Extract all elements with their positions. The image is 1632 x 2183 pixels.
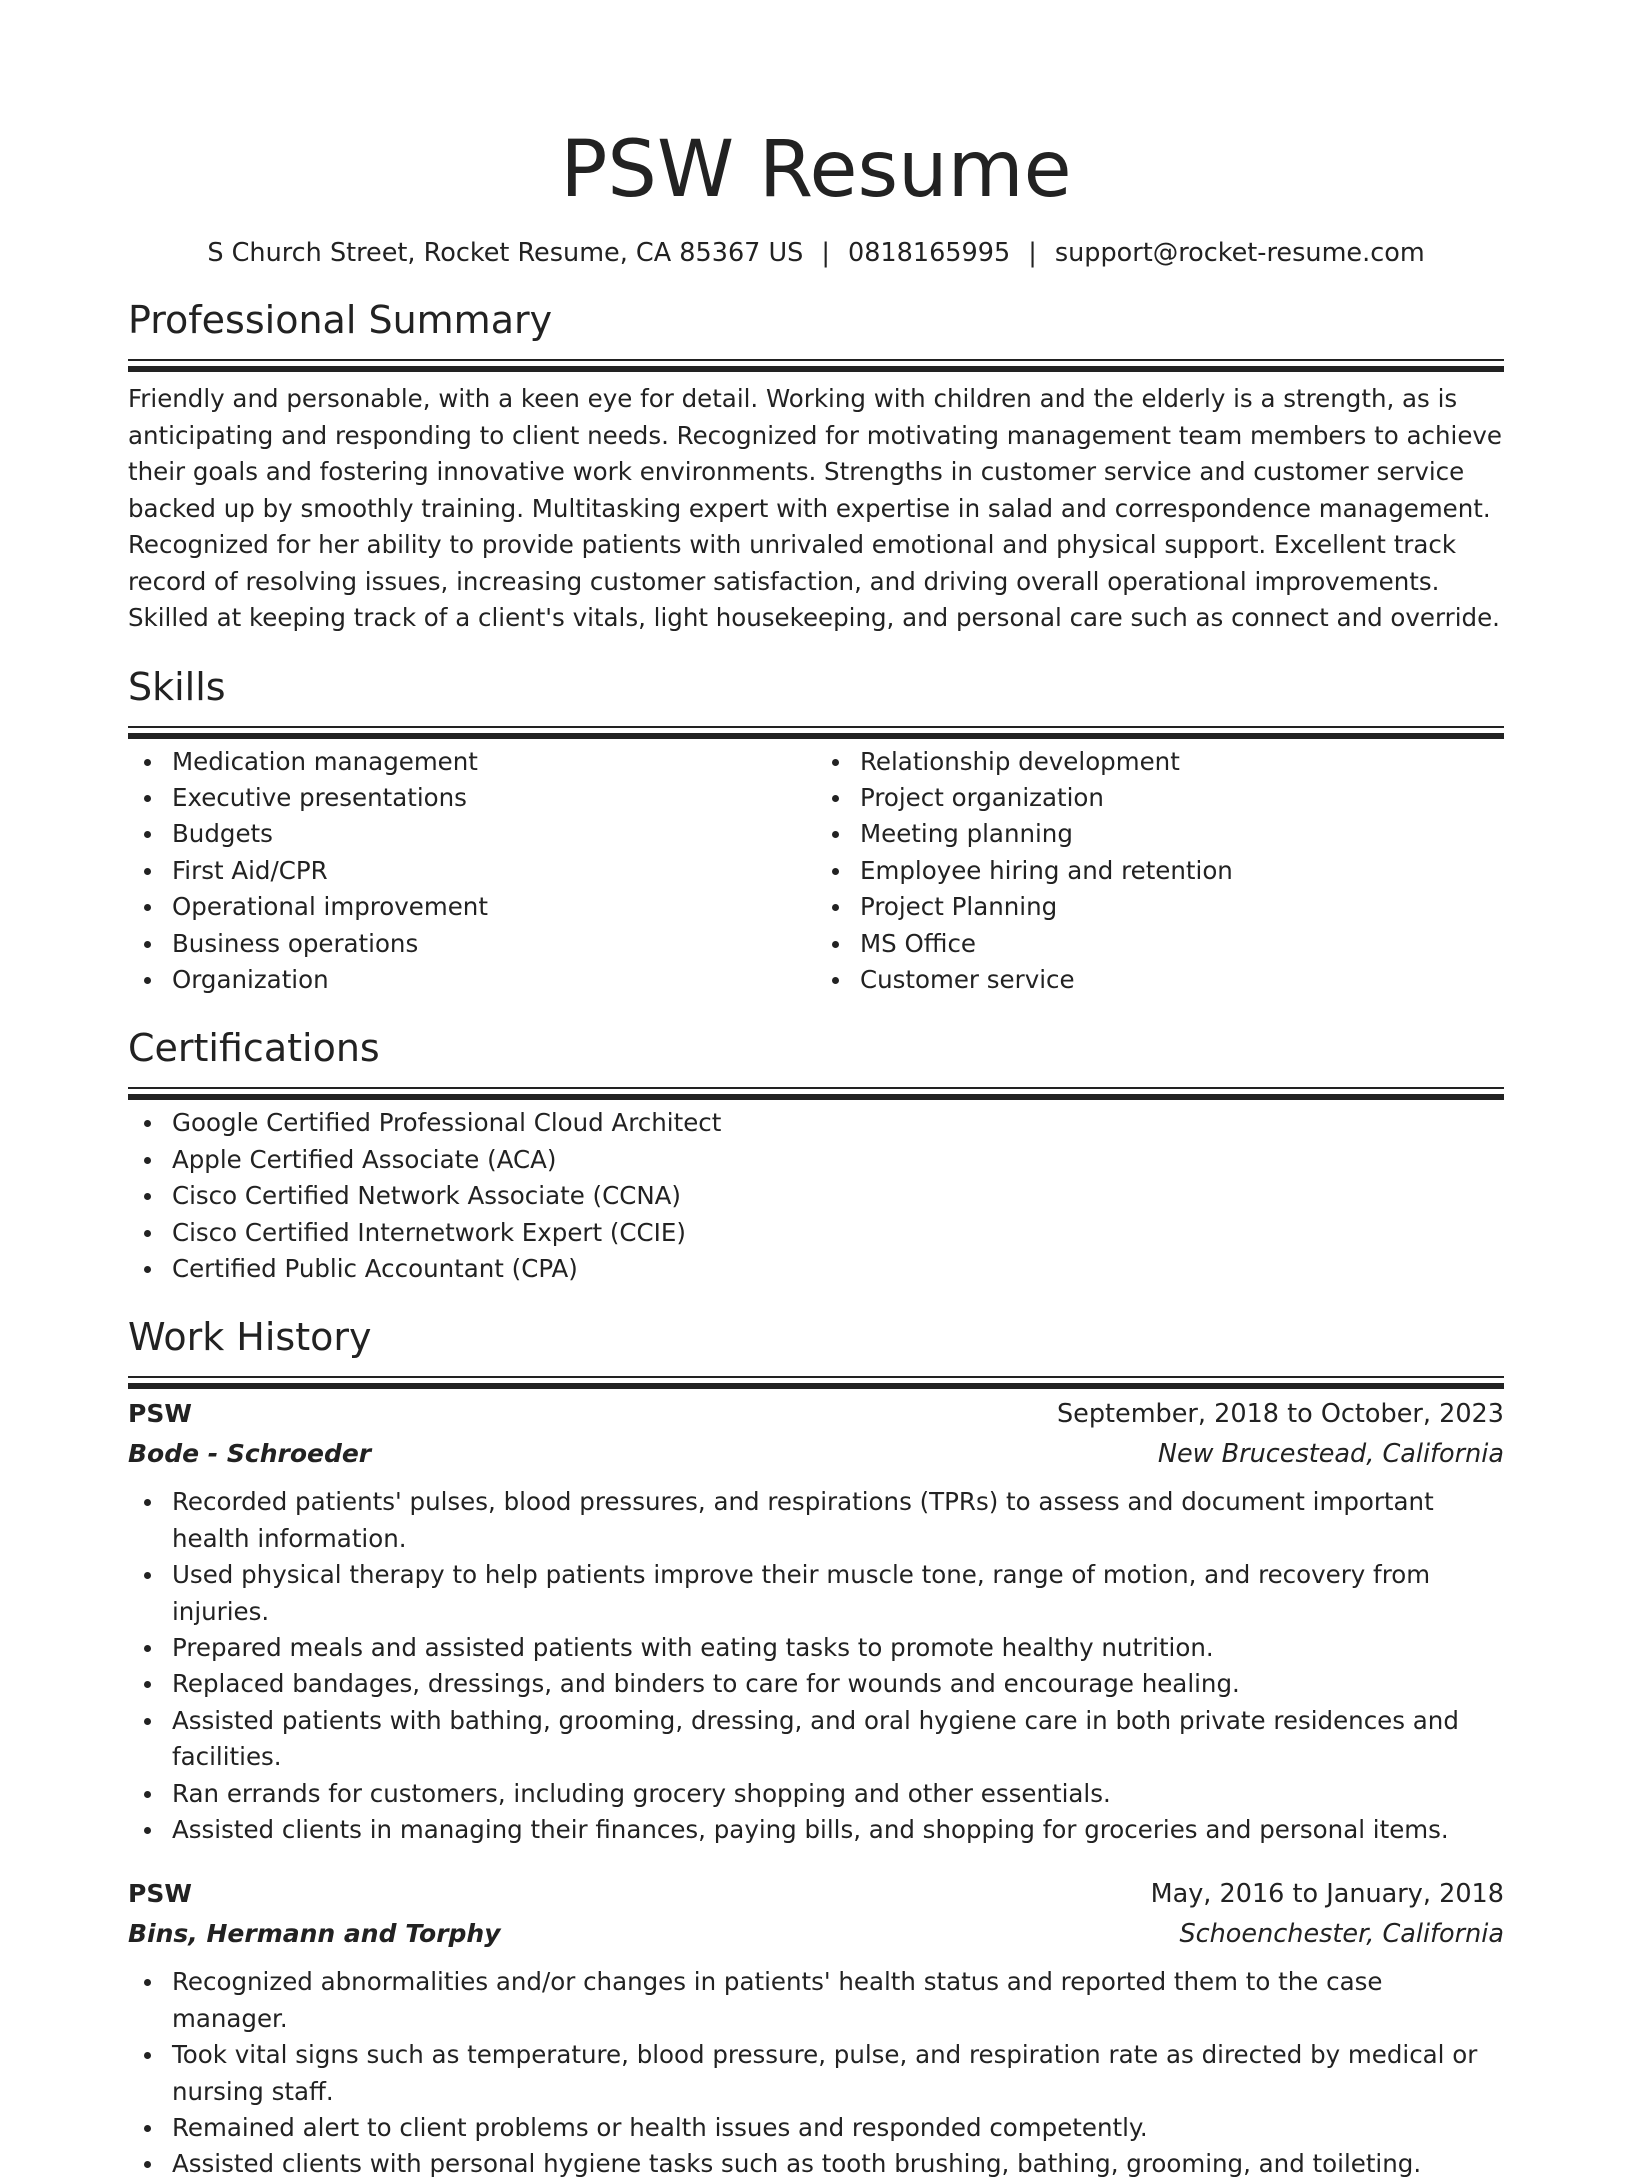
job-bullet: Recorded patients' pulses, blood pressures, and respirations (TPRs) to assess and document important health information. [172,1484,1504,1557]
job-dates: May, 2016 to January, 2018 [1150,1879,1504,1910]
job-company: Bins, Hermann and Torphy [128,1919,501,1949]
job-bullets [128,1964,1504,2182]
job-title: PSW [128,1399,192,1429]
job-company-row [128,1434,1504,1474]
job-bullet: Assisted patients with bathing, grooming, dressing, and oral hygiene care in both private residences and facilities. [172,1703,1504,1776]
certification-item: Google Certified Professional Cloud Architect [172,1105,1504,1141]
job-bullet: Prepared meals and assisted patients with eating tasks to promote healthy nutrition. [172,1630,1504,1666]
skill-item: Employee hiring and retention [860,853,1504,889]
certification-item: Apple Certified Associate (ACA) [172,1142,1504,1178]
summary-section [128,296,1504,637]
work-history-title: Work History [128,1315,372,1360]
job-bullet: Ran errands for customers, including grocery shopping and other essentials. [172,1776,1504,1812]
job-bullets [128,1484,1504,1848]
section-rule [128,1087,1504,1089]
skill-item: Project organization [860,780,1504,816]
skills-grid [128,744,1504,999]
contact-address: S Church Street, Rocket Resume, CA 85367 US [207,238,804,268]
certifications-list [128,1105,1504,1287]
job-entry [128,1874,1504,2182]
skill-item: Operational improvement [172,889,816,925]
contact-email: support@rocket-resume.com [1054,238,1425,268]
summary-text: Friendly and personable, with a keen eye for detail. Working with children and the elderly is a strength, as is anticipating and responding to client needs. Recognized for motivating management team members to achieve their goals and fostering innovative work environments. Strengths in customer service and customer service backed up by smoothly training. Multitasking expert with expertise in salad and correspondence management. Recognized for her ability to provide patients with unrivaled emotional and physical support. Excellent track record of resolving issues, increasing customer satisfaction, and driving overall operational improvements. Skilled at keeping track of a client's vitals, light housekeeping, and personal care such as connect and override. [128,384,1502,632]
job-bullet: Remained alert to client problems or health issues and responded competently. [172,2110,1504,2146]
job-header-row [128,1394,1504,1434]
skill-item: Meeting planning [860,816,1504,852]
contact-line [128,236,1504,270]
skill-item: Executive presentations [172,780,816,816]
job-company-row [128,1914,1504,1954]
skill-item: Customer service [860,962,1504,998]
job-company: Bode - Schroeder [128,1439,372,1469]
contact-separator: | [1028,238,1037,268]
job-location: New Brucestead, California [1157,1439,1504,1470]
resume-page [128,0,1504,2183]
job-bullet: Assisted clients in managing their finances, paying bills, and shopping for groceries and personal items. [172,1812,1504,1848]
certifications-section [128,1024,1504,1287]
job-bullet: Recognized abnormalities and/or changes in patients' health status and reported them to the case manager. [172,1964,1504,2037]
skills-list-right [816,744,1504,999]
skill-item: First Aid/CPR [172,853,816,889]
certifications-title: Certifications [128,1026,380,1071]
job-header-row [128,1874,1504,1914]
job-bullet: Assisted clients with personal hygiene tasks such as tooth brushing, bathing, grooming, and toileting. [172,2146,1504,2182]
job-bullet: Used physical therapy to help patients improve their muscle tone, range of motion, and recovery from injuries. [172,1557,1504,1630]
section-rule [128,726,1504,728]
skill-item: MS Office [860,926,1504,962]
skills-list-left [128,744,816,999]
job-entry [128,1394,1504,1848]
job-bullet: Replaced bandages, dressings, and binders to care for wounds and encourage healing. [172,1666,1504,1702]
job-bullet: Took vital signs such as temperature, blood pressure, pulse, and respiration rate as directed by medical or nursing staff. [172,2037,1504,2110]
skill-item: Organization [172,962,816,998]
section-rule [128,1376,1504,1378]
resume-name: PSW Resume [560,125,1072,215]
section-rule [128,359,1504,361]
job-title: PSW [128,1879,192,1909]
skill-item: Business operations [172,926,816,962]
work-history-section [128,1313,1504,2183]
job-location: Schoenchester, California [1179,1919,1504,1950]
skill-item: Budgets [172,816,816,852]
summary-title: Professional Summary [128,298,553,342]
skills-title: Skills [128,664,226,709]
skill-item: Project Planning [860,889,1504,925]
contact-phone: 0818165995 [847,238,1011,268]
skill-item: Medication management [172,744,816,780]
contact-separator: | [821,238,830,268]
job-dates: September, 2018 to October, 2023 [1056,1399,1504,1430]
certification-item: Cisco Certified Network Associate (CCNA) [172,1178,1504,1214]
certification-item: Certified Public Accountant (CPA) [172,1251,1504,1287]
skill-item: Relationship development [860,744,1504,780]
certification-item: Cisco Certified Internetwork Expert (CCIE) [172,1215,1504,1251]
skills-section [128,663,1504,999]
